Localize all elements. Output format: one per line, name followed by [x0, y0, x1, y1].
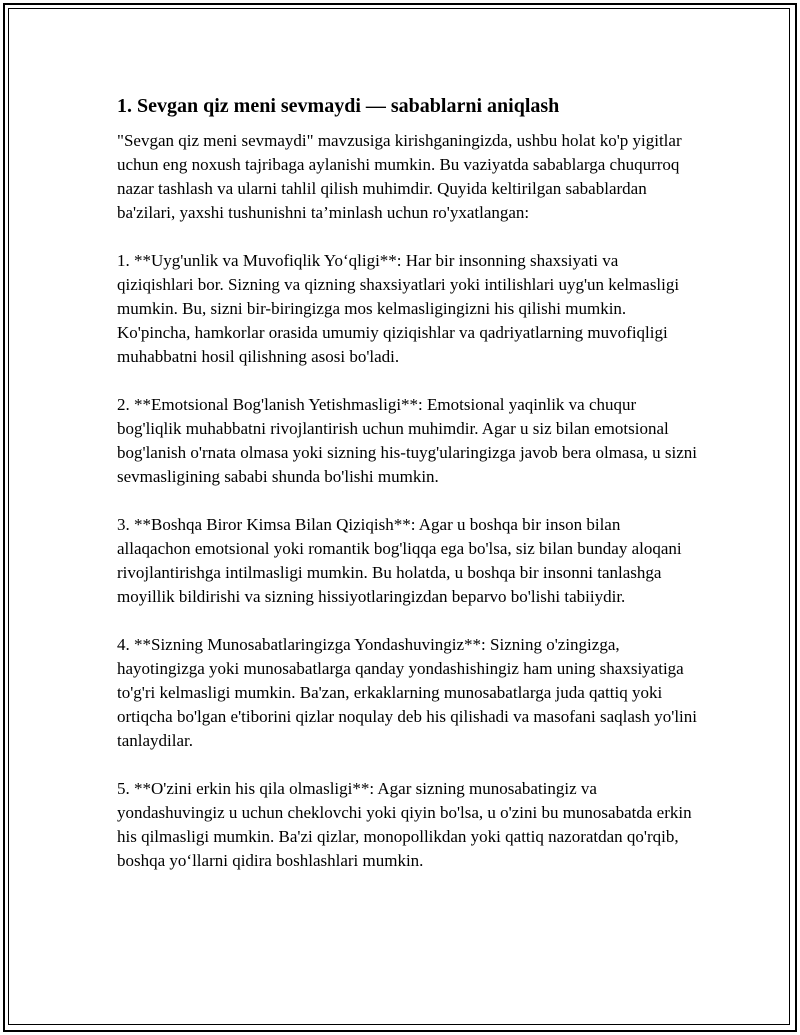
reason-paragraph-5: 5. **O'zini erkin his qila olmasligi**: Agar sizning munosabatingiz va yondashuvingiz u uchun cheklovchi yoki qiyin bo'lsa, u o'zini bu munosabatda erkin his qilmasligi mumkin. Ba'zi qizlar, monopollikdan yoki qattiq nazoratdan qo'rqib, boshqa yo‘llarni qidira boshlashlari mumkin. — [117, 779, 692, 870]
reason-paragraph-3: 3. **Boshqa Biror Kimsa Bilan Qiziqish**: Agar u boshqa bir inson bilan allaqachon emotsional yoki romantik bog'liqqa ega bo'lsa, siz bilan bunday aloqani rivojlantirishga intilmasligi mumkin. Bu holatda, u boshqa bir insonni tanlashga moyillik bildirishi va sizning hissiyotlaringizdan beparvo bo'lishi tabiiydir. — [117, 515, 682, 606]
reason-paragraph-4: 4. **Sizning Munosabatlaringizga Yondashuvingiz**: Sizning o'zingizga, hayotingizga yoki munosabatlarga qanday yondashishingiz ham uning shaxsiyatiga to'g'ri kelmasligi mumkin. Ba'zan, erkaklarning munosabatlarga juda qattiq yoki ortiqcha bo'lgan e'tiborini qizlar noqulay deb his qilishadi va masofani saqlash yo'lini tanlaydilar. — [117, 635, 697, 750]
section-heading: 1. Sevgan qiz meni sevmaydi — sabablarni aniqlash — [117, 95, 560, 117]
document-body — [117, 93, 697, 897]
reason-paragraph-1: 1. **Uyg'unlik va Muvofiqlik Yo‘qligi**: Har bir insonning shaxsiyati va qiziqishlari bor. Sizning va qizning shaxsiyatlari yoki intilishlari uyg'un kelmasligi mumkin. Bu, sizni bir-biringizga mos kelmasligingizni his qilishi mumkin. Ko'pincha, hamkorlar orasida umumiy qiziqishlar va qadriyatlarning muvofiqligi muhabbatni hosil qilishning asosi bo'ladi. — [117, 251, 680, 366]
reason-paragraph-2: 2. **Emotsional Bog'lanish Yetishmasligi**: Emotsional yaqinlik va chuqur bog'liqlik muhabbatni rivojlantirish uchun muhimdir. Agar u siz bilan emotsional bog'lanish o'rnata olmasa yoki sizning his-tuyg'ularingizga javob bera olmasa, u sizni sevmasligining sababi shunda bo'lishi mumkin. — [117, 395, 697, 486]
intro-paragraph: "Sevgan qiz meni sevmaydi" mavzusiga kirishganingizda, ushbu holat ko'p yigitlar uchun eng noxush tajribaga aylanishi mumkin. Bu vaziyatda sabablarga chuqurroq nazar tashlash va ularni tahlil qilish muhimdir. Quyida keltirilgan sabablardan ba'zilari, yaxshi tushunishni ta’minlash uchun ro'yxatlangan: — [117, 131, 682, 222]
